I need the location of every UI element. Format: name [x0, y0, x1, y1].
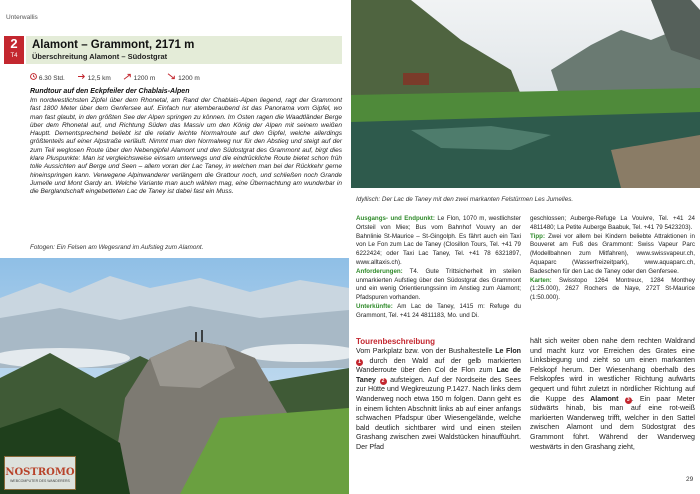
lead-heading: Rundtour auf den Eckpfeiler der Chablais-Alpen [30, 88, 190, 95]
tour-stats [30, 73, 200, 82]
tour-number-badge [4, 36, 24, 64]
ascent-arrow-icon [123, 73, 132, 80]
tour-number: 2 [10, 36, 18, 51]
title-box [26, 36, 342, 64]
info-maps: Karten: Swisstopo 1264 Montreux, 1284 Monthey (1:25.000), 2627 Rochers de Naye, 272T St-Maurice (1:50.000). [530, 276, 695, 302]
clock-icon [30, 73, 37, 80]
photo-caption-right: Idyllisch: Der Lac de Taney mit den zwei markanten Felstürmen Les Jumelles. [356, 196, 574, 203]
info-column-right [530, 215, 695, 303]
page-number: 29 [686, 476, 694, 483]
descent-arrow-icon [167, 73, 176, 80]
time-stat [30, 73, 65, 82]
tour-subtitle: Überschreitung Alamont – Südostgrat [32, 52, 168, 61]
info-start-point: Ausgangs- und Endpunkt: Le Flon, 1070 m, westlichster Ortsteil von Miex; Bus vom Bahnhof Vouvry an der Bahnlinie St-Maurice – St-Gingolph. Es fährt auch ein Taxi von Le Fon zum Lac de Taney (Closillon Tours, Tel. +41 79 6222424; oder Taxi Lac Taney, Tel. +41 78 6321897, www.alltaxis.ch). [356, 215, 521, 266]
distance-stat [77, 73, 111, 82]
waypoint-marker: 1 [356, 359, 363, 366]
photo-caption-left: Fotogen: Ein Felsen am Wegesrand im Aufstieg zum Alamont. [30, 244, 204, 251]
ascent-stat [123, 73, 156, 82]
info-requirements: Anforderungen: T4. Gute Trittsicherheit im steilen unmarkierten Aufstieg über den Südostgrat des Grammont und ein wenig Orientierungssinn im Anstieg zum Alamont; Pfadspuren vorhanden. [356, 267, 521, 302]
info-accommodation-cont: geschlossen; Auberge-Refuge La Vouivre, Tel. +41 24 4811480; La Petite Auberge Baabuk, Tel. +41 79 5423203). [530, 215, 695, 231]
route-text-right: hält sich weiter oben nahe dem rechten Waldrand und macht kurz vor Erreichen des Grates eine Linksbiegung und zieht so um einen markanten Felskopf herum. Der Wiesenhang oberhalb des Felskopfes wird in westlicher Richtung aufwärts gequert und führt zuletzt in nördlicher Richtung auf die Kuppe des Alamont 3 . Ein paar Meter südwärts hinab, bis man auf eine rot-weiß markierten Wanderweg trifft, welcher in den Sattel zwischen Alamont und dem Südostgrat des Grammont führt. Während der Wanderweg westwärts in den Grashang zieht, [530, 337, 695, 451]
tour-title: Alamont – Grammont, 2171 m [32, 39, 195, 51]
descent-stat [167, 73, 200, 82]
ascent-value: 1200 m [133, 75, 156, 82]
difficulty-code: T4 [10, 53, 18, 59]
distance-arrow-icon [77, 73, 86, 80]
info-tip: Tipp: Zwei vor allem bei Kindern beliebte Attraktionen in Bouveret am Fuß des Grammont: Swiss Vapeur Parc (Modellbahnen zum Mitfahren), www.swissvapeur.ch, Aquaparc (Wasserfreizeitpark), www.aquaparc.ch, Badeschen für den Lac de Taney oder den Genfersee. [530, 232, 695, 275]
distance-value: 12,5 km [87, 75, 111, 82]
photo-lac-de-taney [351, 0, 700, 188]
route-text-left: Vom Parkplatz bzw. von der Bushaltestelle Le Flon 1 durch den Wald auf der gelb markierten Wanderroute über den Col de Flon zum Lac de Taney 2 aufsteigen. Auf der Nordseite des Sees zur Hütte und Wegkreuzung P.1427. Nach links dem Wanderweg noch etwa 150 m folgen. Dann geht es in einem lichten Abschnitt links ab auf einer anfangs schwachen Pfadspur über Wiesengelände, welche bald deutlich sichtbarer wird und einen steilen Grashang zwischen zwei Waldstücken hinauffüuhrt. Der Pfad [356, 347, 521, 451]
info-accommodation: Unterkünfte: Am Lac de Taney, 1415 m: Refuge du Grammont, Tel. +41 24 4811183, Mo. und Di. [356, 302, 521, 319]
time-value: 6.30 Std. [38, 75, 65, 82]
nostromo-logo [4, 456, 76, 490]
waypoint-marker: 3 [625, 397, 632, 404]
logo-subtitle: WEBCOMPUTER DES WANDERERS [10, 479, 70, 483]
info-column-left [356, 215, 521, 321]
region-label: Unterwallis [6, 14, 38, 21]
route-heading: Tourenbeschreibung [356, 337, 435, 346]
intro-text: Im nordwestlichsten Zipfel über dem Rhonetal, am Rand der Chablais-Alpen liegend, ragt der Grammont fast 1800 Meter über dem Genfersee auf. Einfach nur atemberaubend ist das Panorama vom Gipfel, wo man fast glaubt, in den größten See der Alpen springen zu können. Im Osten ragen die Waadtländer Berge über dem Rhonetal auf, und Richtung Süden das Massiv um den König der Alpen mit seinem weißen Hauptt. Dementsprechend beliebt ist die relativ leichte Normalroute auf den Gipfel, welche allerdings größtenteils auf einer Alpstraße verläuft. Nimmt man den Normalweg nur für den Abstieg und steigt auf der zum Teil weglosen Route über den Nebengipfel Alamont und den Südostgrat des Grammont auf, birgt dies klare Pluspunkte: Man ist vergleichsweise einsam unterwegs und die eindrückliche Route bietet schon früh tolle Aussichten auf Berge und Seen – allem voran der Lac Taney, in welchen man bei der Rückkehr gerne hineinspringen kann. Verwegene Alpinwanderer verlängern die Grattour noch, und schließen noch Grande Jumelle und Mont Gardy an. Welche Variante man auch wählen mag, eine Übernachtung am wunderbar in die Berglandschaft eingebetteten Lac de Taney ist dabei fast ein Muss. [30, 97, 342, 196]
descent-value: 1200 m [178, 75, 200, 82]
waypoint-marker: 2 [380, 378, 387, 385]
logo-name: NOSTROMO [5, 467, 75, 478]
